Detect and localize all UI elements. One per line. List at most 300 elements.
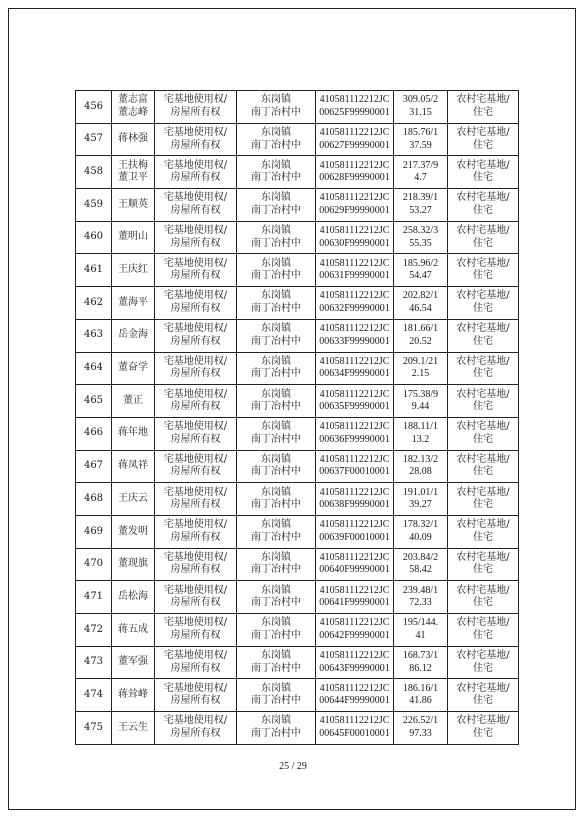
location-line: 南丁冶村中: [251, 531, 301, 543]
unit-code-line: 410581112212JC: [319, 257, 390, 269]
owner-name-line: 王扶梅: [118, 159, 148, 171]
unit-code-line: 410581112212JC: [319, 192, 390, 204]
unit-code-line: 410581112212JC: [319, 617, 390, 629]
unit-code-line: 410581112212JC: [319, 323, 390, 335]
row-number-cell: 458: [76, 156, 112, 189]
owner-name-line: 蒋林强: [118, 133, 148, 145]
land-use-line: 农村宅基地/: [456, 257, 510, 269]
table-row: [76, 646, 519, 679]
right-type-line: 宅基地使用权/: [163, 355, 228, 367]
location-line: 东岗镇: [261, 192, 291, 204]
unit-code-cell: [316, 581, 394, 614]
land-use-cell: [448, 123, 519, 156]
land-use-line: 住宅: [473, 139, 493, 151]
location-cell: [237, 91, 316, 124]
location-line: 东岗镇: [261, 421, 291, 433]
right-type-line: 房屋所有权: [170, 597, 221, 609]
row-number-cell: 464: [76, 352, 112, 385]
right-type-cell: [155, 91, 237, 124]
records-table: [75, 90, 519, 745]
area-line: 258.32/3: [402, 225, 439, 237]
unit-code-line: 00637F00010001: [319, 466, 390, 478]
location-line: 东岗镇: [261, 127, 291, 139]
location-cell: [237, 123, 316, 156]
owner-name-cell: [112, 352, 155, 385]
land-use-cell: [448, 646, 519, 679]
row-number-cell: 457: [76, 123, 112, 156]
unit-code-cell: [316, 450, 394, 483]
area-cell: [394, 548, 448, 581]
owner-name-cell: [112, 614, 155, 647]
unit-code-line: 410581112212JC: [319, 290, 390, 302]
unit-code-cell: [316, 91, 394, 124]
owner-name-cell: [112, 417, 155, 450]
unit-code-cell: [316, 221, 394, 254]
owner-name-line: 董志富: [118, 94, 148, 106]
right-type-cell: [155, 450, 237, 483]
owner-name-line: 董现旗: [118, 558, 148, 570]
location-cell: [237, 287, 316, 320]
area-cell: [394, 712, 448, 745]
area-line: 218.39/1: [402, 192, 439, 204]
unit-code-line: 410581112212JC: [319, 682, 390, 694]
area-line: 39.27: [409, 499, 432, 511]
area-line: 97.33: [409, 727, 432, 739]
owner-name-cell: [112, 287, 155, 320]
row-number-cell: 470: [76, 548, 112, 581]
owner-name-cell: [112, 712, 155, 745]
location-cell: [237, 189, 316, 222]
land-use-cell: [448, 189, 519, 222]
unit-code-line: 00642F99990001: [319, 629, 390, 641]
land-use-line: 住宅: [473, 237, 493, 249]
unit-code-line: 00643F99990001: [319, 662, 390, 674]
row-number-cell: 467: [76, 450, 112, 483]
area-cell: [394, 319, 448, 352]
land-use-line: 农村宅基地/: [456, 94, 510, 106]
right-type-line: 宅基地使用权/: [163, 290, 228, 302]
right-type-line: 宅基地使用权/: [163, 650, 228, 662]
land-use-line: 住宅: [473, 270, 493, 282]
location-cell: [237, 254, 316, 287]
area-line: 202.82/1: [402, 290, 439, 302]
row-number-cell: 463: [76, 319, 112, 352]
area-cell: [394, 679, 448, 712]
land-use-line: 农村宅基地/: [456, 127, 510, 139]
table-row: [76, 352, 519, 385]
right-type-cell: [155, 221, 237, 254]
owner-name-line: 岳金海: [118, 329, 148, 341]
unit-code-cell: [316, 614, 394, 647]
unit-code-line: 410581112212JC: [319, 355, 390, 367]
area-cell: [394, 254, 448, 287]
unit-code-cell: [316, 254, 394, 287]
location-line: 南丁冶村中: [251, 629, 301, 641]
land-use-cell: [448, 548, 519, 581]
owner-name-line: 董卫平: [118, 172, 148, 184]
owner-name-line: 董志峰: [118, 106, 148, 118]
unit-code-line: 00641F99990001: [319, 597, 390, 609]
unit-code-cell: [316, 679, 394, 712]
table-row: [76, 189, 519, 222]
unit-code-line: 410581112212JC: [319, 486, 390, 498]
area-line: 226.52/1: [402, 715, 439, 727]
location-cell: [237, 385, 316, 418]
right-type-line: 宅基地使用权/: [163, 323, 228, 335]
area-cell: [394, 417, 448, 450]
area-line: 20.52: [409, 335, 432, 347]
owner-name-line: 董正: [123, 394, 143, 406]
location-line: 东岗镇: [261, 225, 291, 237]
owner-name-line: 王云生: [118, 721, 148, 733]
right-type-line: 房屋所有权: [170, 401, 221, 413]
area-cell: [394, 483, 448, 516]
location-line: 南丁冶村中: [251, 564, 301, 576]
row-number-cell: 471: [76, 581, 112, 614]
owner-name-line: 蒋年地: [118, 427, 148, 439]
right-type-line: 房屋所有权: [170, 106, 221, 118]
right-type-line: 房屋所有权: [170, 139, 221, 151]
right-type-line: 宅基地使用权/: [163, 257, 228, 269]
table-row: [76, 581, 519, 614]
location-cell: [237, 156, 316, 189]
location-line: 东岗镇: [261, 715, 291, 727]
right-type-line: 房屋所有权: [170, 499, 221, 511]
owner-name-line: 董明山: [118, 231, 148, 243]
records-table-body: [76, 91, 519, 745]
area-line: 4.7: [414, 172, 427, 184]
unit-code-line: 00635F99990001: [319, 401, 390, 413]
location-line: 东岗镇: [261, 584, 291, 596]
owner-name-line: 蒋五成: [118, 623, 148, 635]
unit-code-cell: [316, 712, 394, 745]
row-number-cell: 456: [76, 91, 112, 124]
right-type-cell: [155, 352, 237, 385]
land-use-line: 农村宅基地/: [456, 650, 510, 662]
area-line: 72.33: [409, 597, 432, 609]
right-type-line: 宅基地使用权/: [163, 486, 228, 498]
area-line: 209.1/21: [402, 355, 439, 367]
location-line: 东岗镇: [261, 355, 291, 367]
land-use-line: 农村宅基地/: [456, 617, 510, 629]
land-use-cell: [448, 352, 519, 385]
location-line: 南丁冶村中: [251, 401, 301, 413]
area-line: 41.86: [409, 695, 432, 707]
land-use-cell: [448, 254, 519, 287]
land-use-line: 住宅: [473, 564, 493, 576]
unit-code-cell: [316, 287, 394, 320]
table-row: [76, 679, 519, 712]
right-type-line: 宅基地使用权/: [163, 519, 228, 531]
unit-code-line: 00628F99990001: [319, 172, 390, 184]
location-cell: [237, 450, 316, 483]
area-line: 37.59: [409, 139, 432, 151]
right-type-line: 房屋所有权: [170, 237, 221, 249]
owner-name-line: 王顺英: [118, 198, 148, 210]
area-cell: [394, 515, 448, 548]
table-row: [76, 483, 519, 516]
land-use-line: 住宅: [473, 106, 493, 118]
row-number-cell: 459: [76, 189, 112, 222]
unit-code-line: 410581112212JC: [319, 715, 390, 727]
unit-code-line: 410581112212JC: [319, 551, 390, 563]
table-row: [76, 417, 519, 450]
owner-name-line: 岳松海: [118, 590, 148, 602]
row-number-cell: 475: [76, 712, 112, 745]
location-line: 南丁冶村中: [251, 466, 301, 478]
location-line: 南丁冶村中: [251, 270, 301, 282]
unit-code-line: 00639F00010001: [319, 531, 390, 543]
location-line: 东岗镇: [261, 323, 291, 335]
land-use-line: 农村宅基地/: [456, 159, 510, 171]
land-use-line: 农村宅基地/: [456, 453, 510, 465]
location-line: 东岗镇: [261, 159, 291, 171]
area-line: 239.48/1: [402, 584, 439, 596]
owner-name-cell: [112, 91, 155, 124]
row-number-cell: 460: [76, 221, 112, 254]
location-line: 南丁冶村中: [251, 727, 301, 739]
land-use-line: 住宅: [473, 433, 493, 445]
location-line: 南丁冶村中: [251, 662, 301, 674]
location-line: 南丁冶村中: [251, 335, 301, 347]
unit-code-line: 410581112212JC: [319, 127, 390, 139]
area-cell: [394, 352, 448, 385]
land-use-cell: [448, 614, 519, 647]
unit-code-line: 00625F99990001: [319, 106, 390, 118]
right-type-line: 宅基地使用权/: [163, 421, 228, 433]
owner-name-cell: [112, 548, 155, 581]
area-cell: [394, 91, 448, 124]
right-type-cell: [155, 581, 237, 614]
table-row: [76, 156, 519, 189]
right-type-line: 房屋所有权: [170, 335, 221, 347]
area-line: 182.13/2: [402, 453, 439, 465]
owner-name-cell: [112, 679, 155, 712]
land-use-line: 住宅: [473, 629, 493, 641]
unit-code-line: 00631F99990001: [319, 270, 390, 282]
table-row: [76, 712, 519, 745]
right-type-line: 宅基地使用权/: [163, 127, 228, 139]
land-use-cell: [448, 417, 519, 450]
row-number-cell: 474: [76, 679, 112, 712]
row-number-cell: 462: [76, 287, 112, 320]
area-line: 58.42: [409, 564, 432, 576]
owner-name-line: 王庆红: [118, 264, 148, 276]
owner-name-cell: [112, 646, 155, 679]
right-type-line: 房屋所有权: [170, 727, 221, 739]
right-type-line: 房屋所有权: [170, 433, 221, 445]
location-line: 东岗镇: [261, 519, 291, 531]
area-line: 309.05/2: [402, 94, 439, 106]
land-use-cell: [448, 319, 519, 352]
unit-code-line: 00636F99990001: [319, 433, 390, 445]
right-type-line: 宅基地使用权/: [163, 159, 228, 171]
unit-code-line: 00634F99990001: [319, 368, 390, 380]
unit-code-line: 00630F99990001: [319, 237, 390, 249]
location-line: 东岗镇: [261, 682, 291, 694]
right-type-cell: [155, 319, 237, 352]
unit-code-line: 410581112212JC: [319, 421, 390, 433]
row-number-cell: 461: [76, 254, 112, 287]
location-cell: [237, 352, 316, 385]
location-cell: [237, 221, 316, 254]
area-cell: [394, 450, 448, 483]
land-use-cell: [448, 156, 519, 189]
area-line: 168.73/1: [402, 650, 439, 662]
unit-code-cell: [316, 646, 394, 679]
unit-code-cell: [316, 352, 394, 385]
land-use-line: 住宅: [473, 662, 493, 674]
unit-code-line: 410581112212JC: [319, 650, 390, 662]
location-line: 南丁冶村中: [251, 106, 301, 118]
right-type-line: 房屋所有权: [170, 368, 221, 380]
unit-code-cell: [316, 417, 394, 450]
owner-name-cell: [112, 483, 155, 516]
area-line: 178.32/1: [402, 519, 439, 531]
land-use-cell: [448, 287, 519, 320]
owner-name-cell: [112, 156, 155, 189]
area-line: 53.27: [409, 204, 432, 216]
owner-name-cell: [112, 254, 155, 287]
area-cell: [394, 385, 448, 418]
unit-code-cell: [316, 548, 394, 581]
right-type-line: 宅基地使用权/: [163, 453, 228, 465]
table-row: [76, 254, 519, 287]
right-type-line: 房屋所有权: [170, 466, 221, 478]
land-use-line: 住宅: [473, 172, 493, 184]
land-use-line: 住宅: [473, 499, 493, 511]
row-number-cell: 468: [76, 483, 112, 516]
land-use-cell: [448, 712, 519, 745]
area-line: 217.37/9: [402, 159, 439, 171]
area-line: 195/144.: [402, 617, 439, 629]
unit-code-line: 410581112212JC: [319, 388, 390, 400]
location-cell: [237, 679, 316, 712]
table-row: [76, 319, 519, 352]
unit-code-cell: [316, 156, 394, 189]
owner-name-cell: [112, 319, 155, 352]
unit-code-line: 410581112212JC: [319, 584, 390, 596]
unit-code-cell: [316, 123, 394, 156]
right-type-line: 房屋所有权: [170, 564, 221, 576]
location-line: 南丁冶村中: [251, 499, 301, 511]
right-type-cell: [155, 417, 237, 450]
land-use-line: 农村宅基地/: [456, 225, 510, 237]
owner-name-line: 董奋学: [118, 362, 148, 374]
row-number-cell: 466: [76, 417, 112, 450]
land-use-line: 农村宅基地/: [456, 519, 510, 531]
location-cell: [237, 712, 316, 745]
area-line: 46.54: [409, 302, 432, 314]
table-row: [76, 221, 519, 254]
area-line: 86.12: [409, 662, 432, 674]
right-type-line: 房屋所有权: [170, 302, 221, 314]
land-use-line: 农村宅基地/: [456, 290, 510, 302]
unit-code-line: 00632F99990001: [319, 302, 390, 314]
right-type-line: 房屋所有权: [170, 629, 221, 641]
location-cell: [237, 614, 316, 647]
location-line: 南丁冶村中: [251, 172, 301, 184]
land-use-line: 农村宅基地/: [456, 388, 510, 400]
land-use-line: 农村宅基地/: [456, 584, 510, 596]
land-use-cell: [448, 385, 519, 418]
land-use-line: 农村宅基地/: [456, 682, 510, 694]
land-use-line: 住宅: [473, 335, 493, 347]
land-use-cell: [448, 581, 519, 614]
owner-name-cell: [112, 221, 155, 254]
right-type-cell: [155, 385, 237, 418]
owner-name-line: 董海平: [118, 296, 148, 308]
location-line: 东岗镇: [261, 617, 291, 629]
right-type-cell: [155, 548, 237, 581]
right-type-line: 房屋所有权: [170, 531, 221, 543]
unit-code-line: 00645F00010001: [319, 727, 390, 739]
land-use-line: 住宅: [473, 302, 493, 314]
owner-name-cell: [112, 515, 155, 548]
land-use-line: 农村宅基地/: [456, 355, 510, 367]
unit-code-cell: [316, 483, 394, 516]
right-type-line: 房屋所有权: [170, 695, 221, 707]
land-use-line: 农村宅基地/: [456, 323, 510, 335]
right-type-line: 宅基地使用权/: [163, 617, 228, 629]
owner-name-cell: [112, 581, 155, 614]
page-number: 25 / 29: [279, 761, 307, 772]
owner-name-line: 董军强: [118, 656, 148, 668]
owner-name-cell: [112, 123, 155, 156]
row-number-cell: 473: [76, 646, 112, 679]
unit-code-line: 410581112212JC: [319, 159, 390, 171]
area-line: 188.11/1: [403, 421, 438, 433]
area-line: 13.2: [411, 433, 430, 445]
right-type-line: 宅基地使用权/: [163, 551, 228, 563]
area-cell: [394, 581, 448, 614]
owner-name-line: 蒋耸峰: [118, 688, 148, 700]
unit-code-line: 00640F99990001: [319, 564, 390, 576]
location-line: 南丁冶村中: [251, 433, 301, 445]
area-cell: [394, 287, 448, 320]
land-use-line: 农村宅基地/: [456, 715, 510, 727]
unit-code-cell: [316, 385, 394, 418]
table-row: [76, 91, 519, 124]
area-cell: [394, 614, 448, 647]
table-row: [76, 614, 519, 647]
area-line: 2.15: [411, 368, 430, 380]
area-line: 31.15: [409, 106, 432, 118]
location-cell: [237, 581, 316, 614]
area-line: 28.08: [409, 466, 432, 478]
right-type-line: 宅基地使用权/: [163, 192, 228, 204]
location-line: 南丁冶村中: [251, 204, 301, 216]
right-type-cell: [155, 189, 237, 222]
location-line: 东岗镇: [261, 257, 291, 269]
area-line: 185.96/2: [402, 257, 439, 269]
unit-code-line: 00627F99990001: [319, 139, 390, 151]
location-line: 南丁冶村中: [251, 237, 301, 249]
location-line: 南丁冶村中: [251, 302, 301, 314]
land-use-line: 住宅: [473, 597, 493, 609]
owner-name-line: 董发明: [118, 525, 148, 537]
location-line: 东岗镇: [261, 486, 291, 498]
unit-code-line: 00644F99990001: [319, 695, 390, 707]
right-type-cell: [155, 614, 237, 647]
table-row: [76, 385, 519, 418]
area-cell: [394, 156, 448, 189]
land-use-line: 住宅: [473, 401, 493, 413]
land-use-cell: [448, 679, 519, 712]
land-use-line: 住宅: [473, 695, 493, 707]
right-type-line: 房屋所有权: [170, 204, 221, 216]
land-use-line: 住宅: [473, 204, 493, 216]
